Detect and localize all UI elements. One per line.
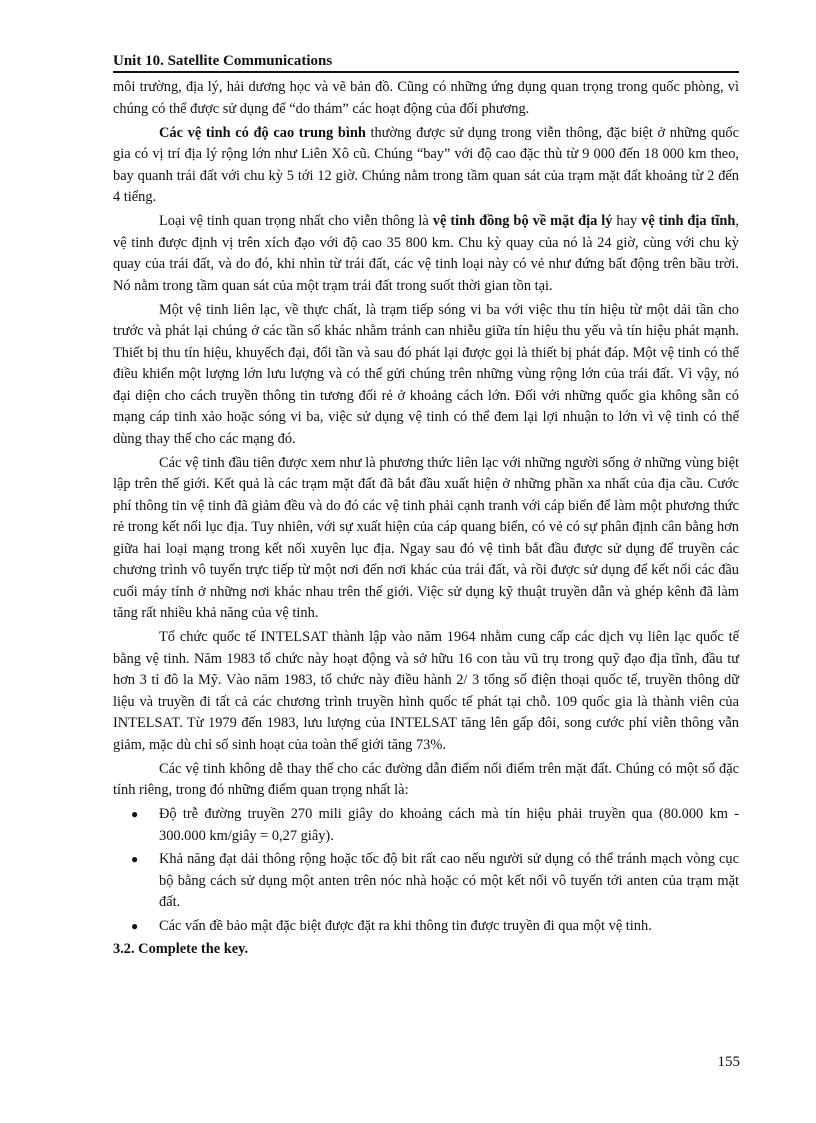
term-geosync: vệ tinh đồng bộ về mặt địa lý: [432, 213, 613, 229]
page-body: [113, 77, 739, 963]
paragraph-medium-orbit: Các vệ tinh có độ cao trung bình thường được sử dụng trong viễn thông, đặc biệt ở những quốc gia có vị trí địa lý rộng lớn như Liên Xô cũ. Chúng “bay” với độ cao đặc thù từ 9 000 đến 18 000 km theo, bay quanh trái đất với chu kỳ 5 tới 12 giờ. Chúng nằm trong tầm quan sát của trạm mặt đất khoảng từ 2 đến 4 tiếng.: [113, 124, 739, 205]
bullet-icon: ●: [131, 918, 139, 933]
paragraph-characteristics: Các vệ tinh không dễ thay thế cho các đường dẫn điểm nối điểm trên mặt đất. Chúng có một số đặc tính riêng, trong đó những điểm quan trọng nhất là:: [113, 760, 739, 798]
bullet-icon: ●: [131, 852, 139, 866]
list-item: ● Độ trễ đường truyền 270 mili giây do khoảng cách mà tín hiệu phải truyền qua (80.000 km - 300.000 km/giây = 0,27 giây).: [131, 806, 739, 844]
paragraph-intelsat: Tổ chức quốc tế INTELSAT thành lập vào năm 1964 nhằm cung cấp các dịch vụ liên lạc quốc tế bằng vệ tinh. Năm 1983 tổ chức này hoạt động và sở hữu 16 con tàu vũ trụ trong quỹ đạo địa tĩnh, đầu tư hơn 3 tỉ đô la Mỹ. Vào năm 1983, tổ chức này điều hành 2/ 3 tổng số điện thoại quốc tế, truyền thông dữ liệu và truyền đi tất cả các chương trình truyền hình quốc tế phát tại chỗ. 109 quốc gia là thành viên của INTELSAT. Từ 1979 đến 1983, lưu lượng của INTELSAT tăng lên gấp đôi, song cước phí viễn thông vẫn giảm, mặc dù chỉ số sinh hoạt của toàn thế giới tăng 73%.: [113, 629, 739, 753]
header-rule: [113, 71, 739, 73]
paragraph-history: Các vệ tinh đầu tiên được xem như là phương thức liên lạc với những người sống ở những vùng biệt lập trên thế giới. Kết quả là các trạm mặt đất đã bắt đầu xuất hiện ở những phần xa nhất của địa cầu. Cước phí thông tin vệ tinh đã giảm đều và do đó các vệ tinh phải cạnh tranh với cáp biển để làm một phương thức rẻ trong kết nối lục địa. Tuy nhiên, với sự xuất hiện của cáp quang biển, có vẻ có sự phân định cân bằng hơn giữa hai loại mạng trong kết nối xuyên lục địa. Ngay sau đó vệ tinh bắt đầu được sử dụng để truyền các chương trình vô tuyến trực tiếp từ một nơi đến nơi khác của trái đất, và rồi được sử dụng để kết nối các đầu cuối máy tính ở những nơi khác nhau trên thế giới. Việc sử dụng kỹ thuật truyền dẫn và ghép kênh đã làm tăng rất nhiều khả năng của vệ tinh.: [113, 454, 739, 621]
paragraph-continued: môi trường, địa lý, hải dương học và vẽ bản đồ. Cũng có những ứng dụng quan trọng trong quốc phòng, vì chúng có thể được sử dụng để “do thám” các hoạt động của đối phương.: [113, 79, 739, 117]
term-medium-orbit: Các vệ tinh có độ cao trung bình: [159, 124, 366, 141]
bullet-icon: ●: [131, 807, 139, 821]
list-item: ● Các vấn đề bảo mật đặc biệt được đặt ra khi thông tin được truyền đi qua một vệ tinh.: [113, 916, 739, 938]
list-item: ● Khả năng đạt dải thông rộng hoặc tốc độ bit rất cao nếu người sử dụng có thể tránh mạch vòng cục bộ bằng cách sử dụng một anten trên nóc nhà hoặc có một kết nối vô tuyến tới anten của trạm mặt đất.: [131, 851, 739, 910]
section-heading: 3.2. Complete the key.: [113, 941, 249, 957]
term-geostationary: vệ tinh địa tĩnh: [641, 213, 736, 229]
paragraph-relay: Một vệ tinh liên lạc, về thực chất, là trạm tiếp sóng vi ba với việc thu tín hiệu từ một dải tần cho trước và phát lại chúng ở các tần số khác nhằm tránh can nhiễu giữa tín hiệu thu yếu và tín hiệu phát mạnh. Thiết bị thu tín hiệu, khuyếch đại, đổi tần và sau đó phát lại được gọi là thiết bị phát đáp. Một vệ tinh có thể điều khiển một lượng lớn lưu lượng và có thể gửi chúng trên những vùng rộng lớn của trái đất. Vì vậy, nó đại diện cho cách truyền thông tin tương đối rẻ ở khoảng cách lớn. Đối với những quốc gia không sẵn có mạng cáp tinh xảo hoặc sóng vi ba, việc sử dụng vệ tinh có thể đem lại lợi nhuận to lớn vì vệ tinh có thể dùng thay thế cho các mạng đó.: [113, 301, 739, 447]
page-number: 155: [717, 1054, 740, 1070]
running-header: Unit 10. Satellite Communications: [113, 53, 333, 69]
paragraph-geostationary: Loại vệ tinh quan trọng nhất cho viễn thông là vệ tinh đồng bộ về mặt địa lý hay vệ tinh địa tĩnh, vệ tinh được định vị trên xích đạo với độ cao 35 800 km. Chu kỳ quay của nó là 24 giờ, cùng với chu kỳ quay của trái đất, và do đó, khi nhìn từ trái đất, các vệ tinh loại này có vẻ như đứng bất động trên bầu trời. Nó nằm trong tầm quan sát của một trạm trái đất trong suốt thời gian tồn tại.: [113, 213, 739, 294]
characteristics-list: [113, 804, 739, 937]
